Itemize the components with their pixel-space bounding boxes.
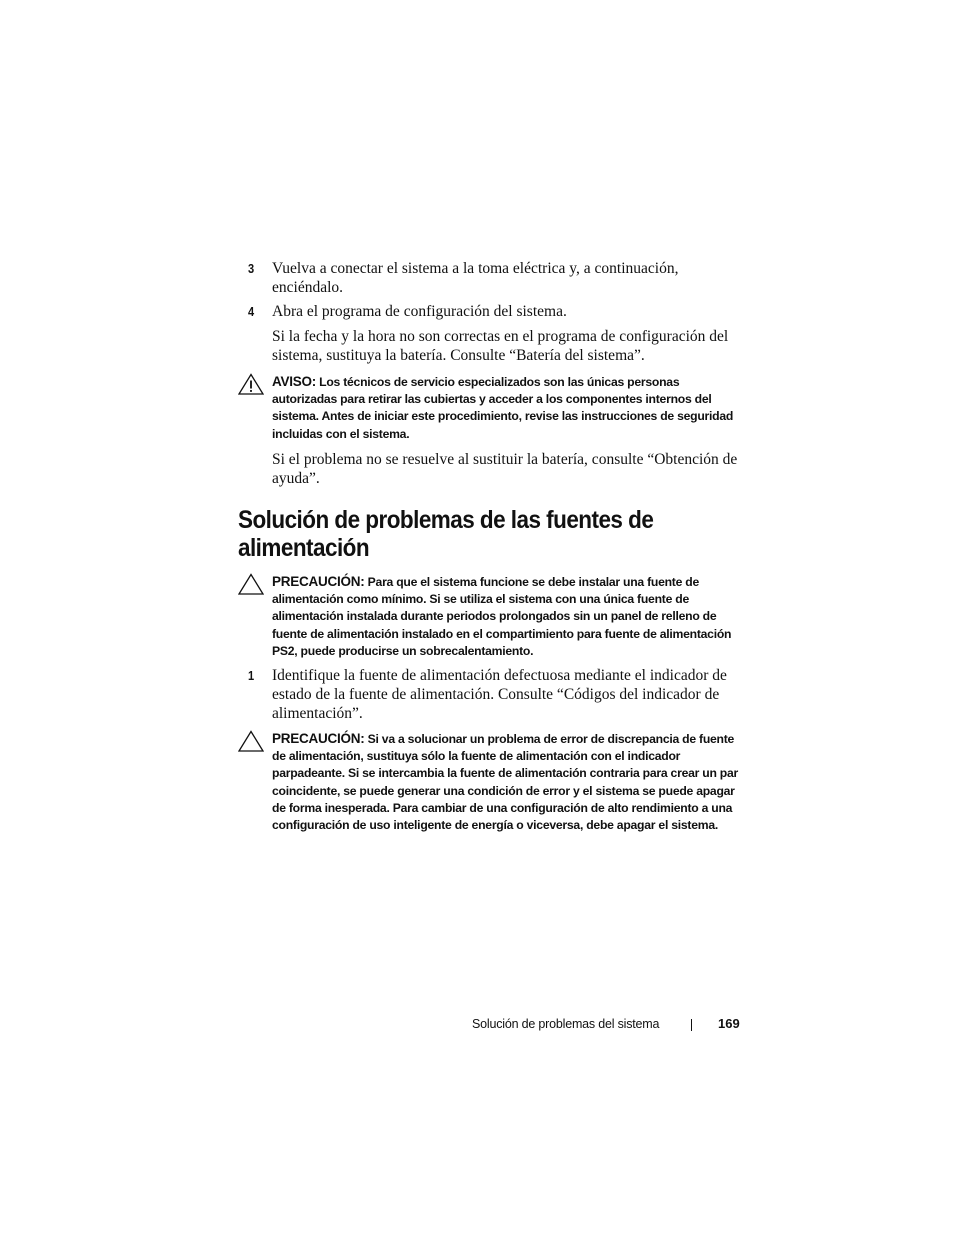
warning-triangle-icon: [238, 373, 264, 395]
step-text: Identifique la fuente de alimentación defectuosa mediante el indicador de estado de la fuente de alimentación. Consulte “Códigos del indicador de alimentación”.: [272, 667, 727, 722]
caution-note: [238, 573, 738, 660]
step-text: Abra el programa de configuración del sistema.: [272, 303, 567, 320]
page-number: 169: [718, 1016, 740, 1031]
step-item: [248, 259, 738, 297]
step-number: 3: [248, 261, 255, 276]
caution-text: [272, 730, 738, 834]
caution-text: [272, 573, 738, 660]
step-number: 4: [248, 304, 255, 319]
caution-label: PRECAUCIÓN:: [272, 574, 365, 589]
caution-triangle-icon: [238, 730, 264, 752]
step-number: 1: [248, 668, 255, 683]
section-heading: Solución de problemas de las fuentes de alimentación: [238, 506, 654, 562]
step-text: Vuelva a conectar el sistema a la toma eléctrica y, a continuación, enciéndalo.: [272, 260, 679, 296]
body-paragraph: Si el problema no se resuelve al sustituir la batería, consulte “Obtención de ayuda”.: [272, 451, 738, 487]
footer-chapter-title: Solución de problemas del sistema: [472, 1017, 660, 1031]
caution-body: Si va a solucionar un problema de error de discrepancia de fuente de alimentación, sustituya sólo la fuente de alimentación con el indicador parpadeante. Si se intercambia la fuente de alimentación contraria para crear un par coincidente, se puede generar una condición de error y el sistema se puede apagar de forma inesperada. Para cambiar de una configuración de alto rendimiento a una configuración de uso inteligente de energía o viceversa, debe apagar el sistema.: [272, 732, 738, 833]
step-item: [248, 666, 738, 723]
warning-text: [272, 373, 738, 443]
caution-note: [238, 730, 738, 834]
warning-body: Los técnicos de servicio especializados son las únicas personas autorizadas para retirar las cubiertas y acceder a los componentes internos del sistema. Antes de iniciar este procedimiento, revise las instrucciones de seguridad incluidas con el sistema.: [272, 375, 734, 441]
footer-divider: [691, 1019, 692, 1031]
step-item: [248, 302, 738, 321]
caution-label: PRECAUCIÓN:: [272, 731, 365, 746]
warning-label: AVISO:: [272, 374, 317, 389]
body-paragraph: Si la fecha y la hora no son correctas en el programa de configuración del sistema, sustituya la batería. Consulte “Batería del sistema”.: [272, 328, 729, 364]
warning-note: [238, 373, 738, 443]
caution-body: Para que el sistema funcione se debe instalar una fuente de alimentación como mínimo. Si se utiliza el sistema con una única fuente de alimentación instalada durante periodos prolongados sin un panel de relleno de fuente de alimentación instalado en el compartimiento para fuente de alimentación PS2, puede producirse un sobrecalentamiento.: [272, 575, 732, 658]
caution-triangle-icon: [238, 573, 264, 595]
